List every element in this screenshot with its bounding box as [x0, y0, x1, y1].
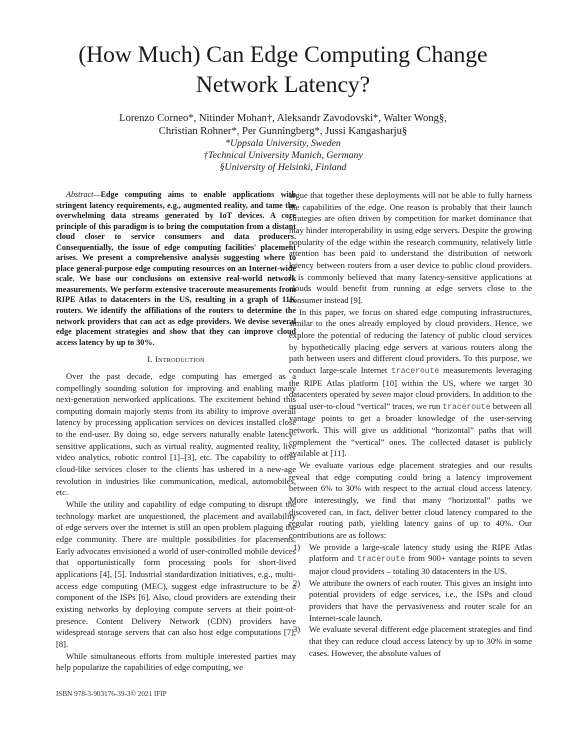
para4-text-a: In this paper, we focus on shared edge computing infrastructures, similar to the ones already employed by cloud providers. Hence, we explore the potential of reducing the latency of public cloud services by hypothetically placing edge servers at various routers along the path between users and different cloud providers. To this purpose, we conduct large-scale Internet — [289, 306, 532, 375]
intro-paragraph-2: While the utility and capability of edge computing to disrupt the technology market are unquestioned, the placement and availability of edge servers over the internet is still an open problem plaguing the edge community. There are multiple possibilities for placements. Early advocates envisioned a world of user-controlled mobile devices that opportunistically form processing pools for short-lived applications [4], [5]. Industrial standardization initiatives, e.g., multi-access edge computing (MEC), suggest edge infrastructure to be a component of the ISPs [6]. Also, cloud providers are extending their existing networks by deploying compute servers at their point-of-presence. Content Delivery Network (CDN) providers have widespread storage servers that can also host edge computations [7], [8]. — [56, 499, 296, 649]
contribution-number-3: 3) — [293, 624, 301, 635]
intro-paragraph-4 — [289, 307, 532, 461]
author-line-1: Lorenzo Corneo*, Nitinder Mohan†, Aleksandr Zavodovski*, Walter Wong§, — [119, 113, 447, 124]
isbn-footer: ISBN 978-3-903176-39-3© 2021 IFIP — [56, 690, 167, 698]
para4-emphasis: seven — [372, 389, 391, 400]
contribution-text-1a: We provide a large-scale latency study using the RIPE Atlas platform and — [309, 541, 532, 564]
affiliation-2: †Technical University Munich, Germany — [203, 150, 363, 162]
contribution-item-2 — [289, 578, 532, 625]
left-column — [56, 190, 296, 674]
intro-paragraph-3: While simultaneous efforts from multiple interested parties may help popularize the capabilities of edge computing, we — [56, 650, 296, 673]
contribution-item-1 — [289, 542, 532, 578]
contribution-text-3: We evaluate several different edge placement strategies and find that they can reduce cloud access latency by up to 30% in some cases. However, the absolute values of — [309, 624, 532, 658]
para4-text-d: between all vantage points to get a broader knowledge of the user-serving network. This will give us additional “horizontal” paths that will complement the “vertical” ones. The collected dataset is publicly available at [11]. — [289, 400, 532, 459]
traceroute-code-3: traceroute — [357, 555, 406, 565]
contribution-text-1b: from 900+ vantage points to seven major cloud providers – totaling 30 datacenters in the US. — [309, 553, 533, 576]
contribution-number-2: 2) — [293, 577, 301, 588]
abstract-text: Edge computing aims to enable applications with stringent latency requirements, e.g., augmented reality, and tame the overwhelming data streams generated by IoT devices. A core principle of this paradigm is to bring the computation from a distant cloud closer to service consumers and data producers. Consequentially, the issue of edge computing facilities' placement arises. We present a comprehensive analysis suggesting where to place general-purpose edge computing resources on an Internet-wide scale. We base our conclusions on extensive real-world network measurements. We perform extensive traceroute measurements from RIPE Atlas to datacenters in the US, resulting in a graph of 11K routers. We identify the affiliations of the routers to determine the network providers that can act as edge providers. We devise several edge placement strategies and show that they can improve cloud access latency by up to 30%. — [56, 190, 296, 347]
contribution-list — [289, 542, 532, 660]
title-line-1: (How Much) Can Edge Computing Change — [78, 42, 488, 68]
para4-text-b: measurements leveraging the RIPE Atlas platform [10] within the US, where we target 30 datacenters operated by — [289, 364, 532, 400]
intro-paragraph-5: We evaluate various edge placement strategies and our results reveal that edge computing could bring a latency improvement between 6% to 30% with respect to the actual cloud access latency. More interestingly, we find that many “horizontal” paths we discovered can, in fact, deliver better cloud latency compared to the regular routing path, yielding latency gains of up to 40%. Our contributions are as follows: — [289, 460, 532, 541]
section-title: Introduction — [155, 355, 205, 365]
title-line-2: Network Latency? — [195, 72, 371, 98]
affiliation-1: *Uppsala University, Sweden — [225, 138, 341, 150]
author-block — [0, 112, 566, 174]
contribution-item-3 — [289, 624, 532, 659]
abstract — [56, 190, 296, 348]
contribution-text-2: We attribute the owners of each router. This gives an insight into potential providers of edge services, i.e., the ISPs and cloud providers that have the pervasiveness and router scale for an Internet-scale launch. — [309, 577, 532, 623]
traceroute-code-1: traceroute — [391, 366, 440, 376]
abstract-label: Abstract— — [66, 190, 101, 199]
author-line-2: Christian Rohner*, Per Gunningberg*, Jussi Kangasharju§ — [158, 126, 408, 138]
traceroute-code-2: traceroute — [442, 402, 491, 412]
right-column — [289, 190, 532, 659]
intro-paragraph-continued: argue that together these deployments will not be able to fully harness the capabilities of the edge. One reason is probably that their launch strategies are often driven by competition for market dominance that may hinder interoperability in using edge servers. Despite the growing popularity of the edge within the research community, relatively little attention has been paid to understand the distribution of network latency between routers from a user device to public cloud providers. It is commonly believed that many latency-sensitive applications at clouds would benefit from running at edge servers close to the consumer instead [9]. — [289, 190, 532, 305]
intro-paragraph-1: Over the past decade, edge computing has emerged as a compellingly sounding solution for improving and enabling many next-generation networked applications. The excitement behind this computing domain majorly stems from its ability to improve overall latency by processing application services on devices installed close to the end-user. By doing so, edge servers naturally enable latency-sensitive applications, such as virtual reality, augmented reality, live video analytics, robotic control [1]–[3], etc. The capability to offer cloud-like services closer to the clients has ushered in a new-age revolution in industries like communication, medical, automobiles, etc. — [56, 370, 296, 498]
para4-text-c: major cloud providers. In addition to the usual user-to-cloud “vertical” traces, we run — [289, 389, 532, 411]
section-number: I. — [147, 355, 153, 365]
contribution-number-1: 1) — [293, 541, 301, 552]
section-heading — [56, 354, 296, 366]
affiliation-3: §University of Helsinki, Finland — [219, 162, 347, 174]
paper-title — [0, 40, 566, 100]
